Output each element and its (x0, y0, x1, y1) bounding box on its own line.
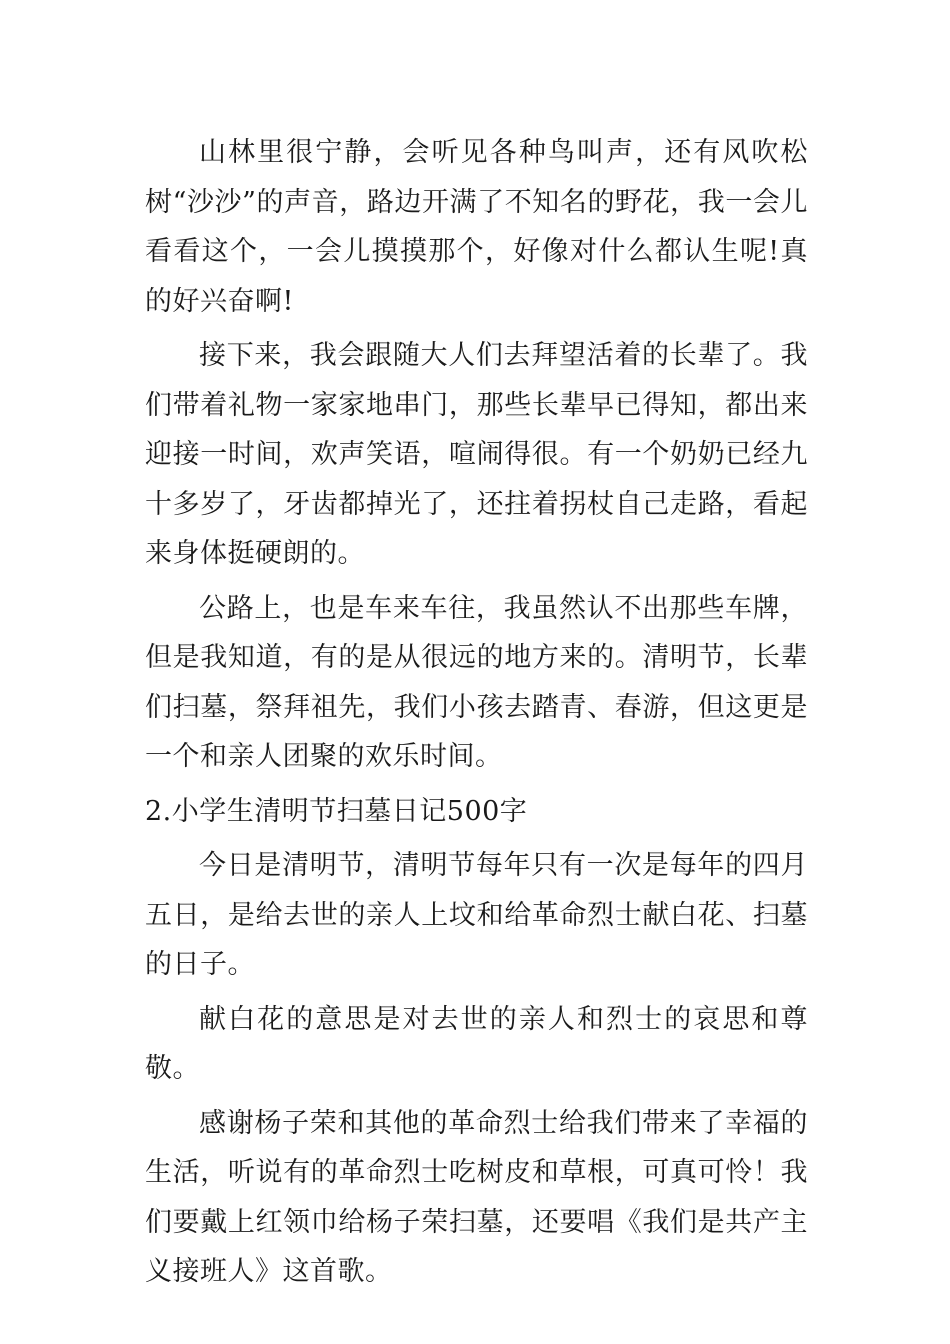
paragraph-qingming-date: 今日是清明节，清明节每年只有一次是每年的四月五日，是给去世的亲人上坟和给革命烈士献白花、扫墓的日子。 (145, 850, 808, 980)
document-body (145, 128, 808, 1302)
paragraph-forest: 山林里很宁静，会听见各种鸟叫声，还有风吹松树“沙沙”的声音，路边开满了不知名的野花，我一会儿看看这个，一会儿摸摸那个，好像对什么都认生呢!真的好兴奋啊! (145, 137, 808, 317)
paragraph-road-traffic: 公路上，也是车来车往，我虽然认不出那些车牌，但是我知道，有的是从很远的地方来的。清明节，长辈们扫墓，祭拜祖先，我们小孩去踏青、春游，但这更是一个和亲人团聚的欢乐时间。 (145, 592, 808, 772)
paragraph-white-flowers: 献白花的意思是对去世的亲人和烈士的哀思和尊敬。 (145, 1003, 808, 1084)
paragraph-visiting-elders: 接下来，我会跟随大人们去拜望活着的长辈了。我们带着礼物一家家地串门，那些长辈早已得知，都出来迎接一时间，欢声笑语，喧闹得很。有一个奶奶已经九十多岁了，牙齿都掉光了，还拄着拐杖自己走路，看起来身体挺硬朗的。 (145, 340, 808, 569)
paragraph-thanks-martyrs: 感谢杨子荣和其他的革命烈士给我们带来了幸福的生活，听说有的革命烈士吃树皮和草根，可真可怜！我们要戴上红领巾给杨子荣扫墓，还要唱《我们是共产主义接班人》这首歌。 (145, 1107, 808, 1287)
section-heading: 2.小学生清明节扫墓日记500字 (145, 795, 528, 827)
